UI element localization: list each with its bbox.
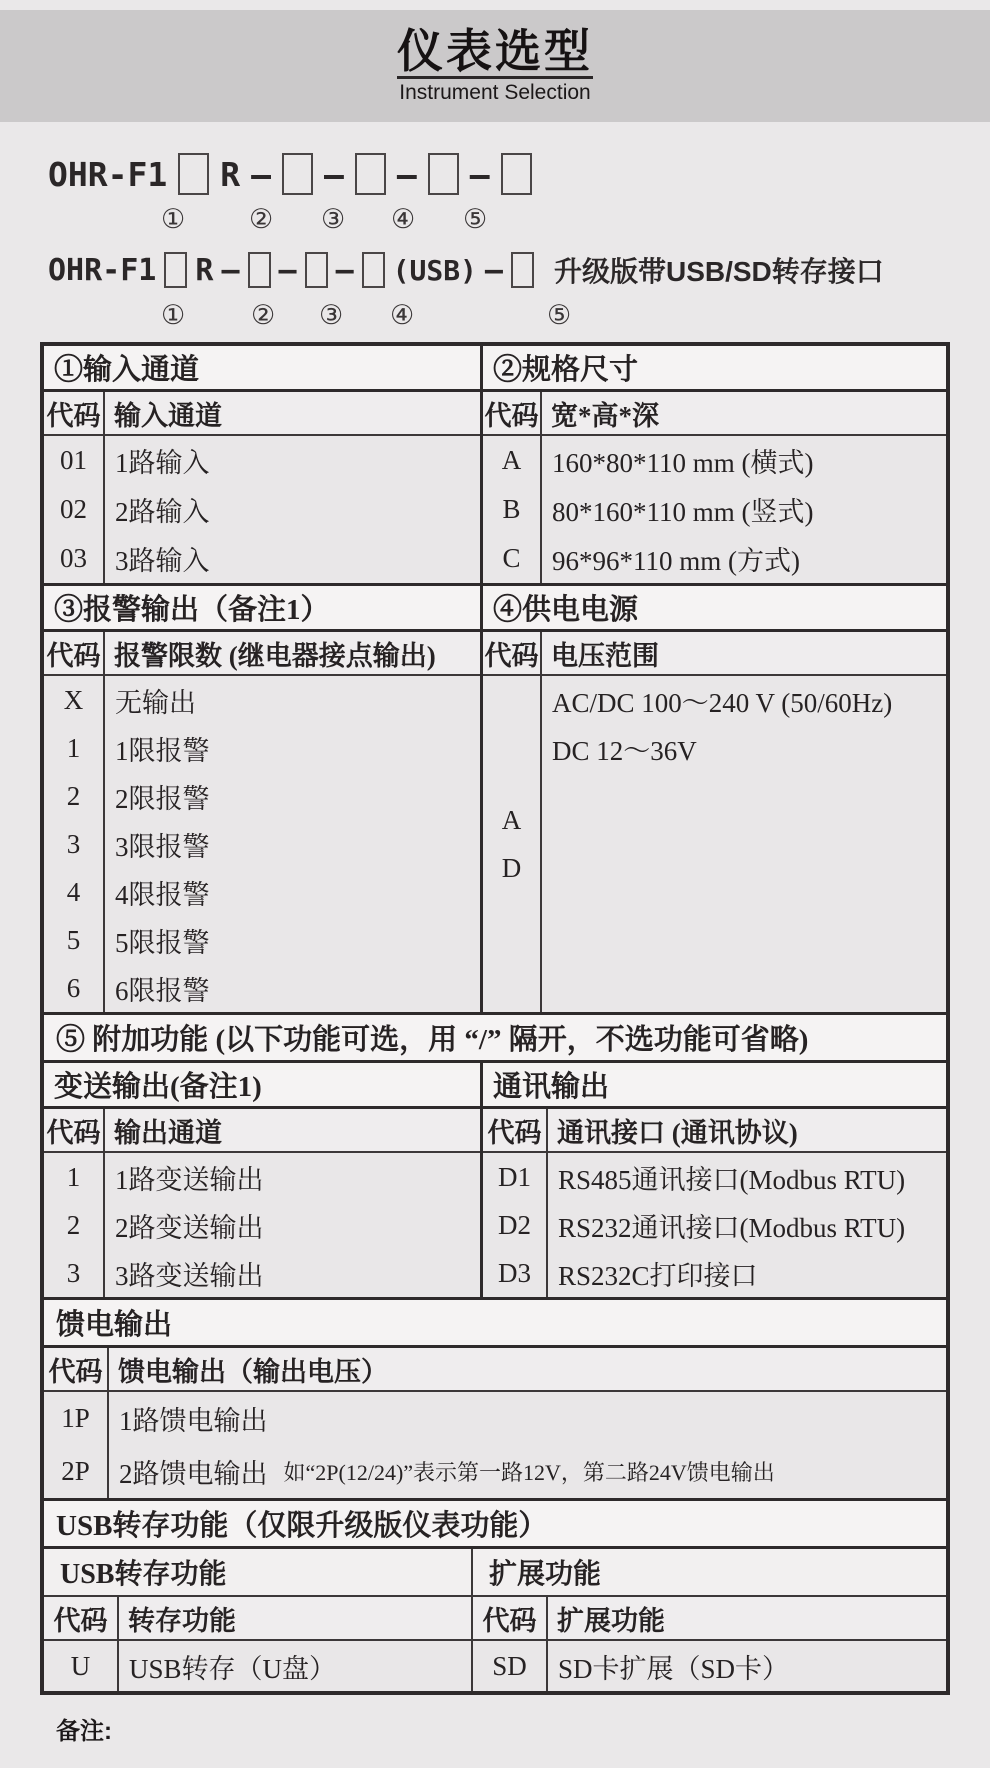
column-header-code: 代码 xyxy=(44,392,105,434)
desc-column xyxy=(105,676,480,1012)
marker-1: ① xyxy=(161,300,186,330)
desc-cell: 3限报警 xyxy=(115,831,210,862)
code-cell: 5 xyxy=(66,924,81,955)
code-cell: 2 xyxy=(66,1209,81,1240)
model-code-block xyxy=(48,148,990,340)
section-title-feed-output: 馈电输出 xyxy=(44,1300,946,1348)
marker-3: ③ xyxy=(321,204,346,234)
feed-desc: 1路馈电输出 xyxy=(119,1406,268,1436)
subsection-comm-output xyxy=(483,1063,946,1297)
column-headers xyxy=(473,1597,946,1641)
column-header-desc: 输入通道 xyxy=(114,400,222,431)
column-header-code: 代码 xyxy=(44,1348,109,1390)
desc-cell: AC/DC 100～240 V (50/60Hz) xyxy=(552,687,893,718)
column-headers xyxy=(44,1348,946,1392)
model-r-label: R xyxy=(195,252,214,288)
data-rows xyxy=(44,436,480,583)
section-title-dimensions: ②规格尺寸 xyxy=(483,346,946,392)
desc-column xyxy=(548,1641,946,1691)
section-alarm-and-power xyxy=(44,586,946,1015)
model-slot-5 xyxy=(501,153,532,195)
desc-column xyxy=(109,1392,946,1498)
desc-cell: 4限报警 xyxy=(115,879,210,910)
data-rows xyxy=(44,1641,471,1691)
code-cell: U xyxy=(70,1650,91,1681)
model-slot-1 xyxy=(178,153,209,195)
code-cell: 2 xyxy=(66,780,81,811)
data-rows xyxy=(44,676,480,1012)
desc-cell: 3路变送输出 xyxy=(115,1260,264,1291)
dash-separator: – xyxy=(335,252,354,288)
code-column xyxy=(44,1392,109,1498)
model-slot-5 xyxy=(511,252,534,288)
section-title-usb-transfer: USB转存功能（仅限升级版仪表功能） xyxy=(44,1501,946,1549)
desc-cell: DC 12～36V xyxy=(552,735,697,766)
section-input-and-size xyxy=(44,346,946,586)
model-slot-2 xyxy=(282,153,313,195)
code-cell: 01 xyxy=(60,445,87,475)
section-feed-output xyxy=(44,1348,946,1501)
desc-cell xyxy=(109,1445,946,1498)
desc-cell: 1路变送输出 xyxy=(115,1164,264,1195)
desc-column xyxy=(119,1641,471,1691)
code-column xyxy=(473,1641,548,1691)
marker-1: ① xyxy=(161,204,186,234)
remark-label: 备注: xyxy=(56,1718,112,1745)
subsection-expansion xyxy=(473,1549,946,1691)
code-column xyxy=(483,436,542,583)
desc-cell: RS232通讯接口(Modbus RTU) xyxy=(558,1212,906,1243)
code-cell: 3 xyxy=(66,828,81,859)
desc-cell: USB转存（U盘） xyxy=(129,1653,337,1684)
desc-cell: 6限报警 xyxy=(115,975,210,1006)
subsection-power-supply xyxy=(483,586,946,1012)
page-header xyxy=(0,10,990,122)
section-title-input-channel: ①输入通道 xyxy=(44,346,480,392)
subsection-title-expansion: 扩展功能 xyxy=(473,1549,946,1597)
model-prefix: OHR-F1 xyxy=(48,154,168,194)
desc-cell: 2路输入 xyxy=(115,497,210,527)
model-prefix: OHR-F1 xyxy=(48,252,157,288)
model-slot-4 xyxy=(428,153,459,195)
code-cell: 2P xyxy=(61,1456,90,1486)
marker-4: ④ xyxy=(390,300,415,330)
usb-suffix: (USB) xyxy=(392,253,477,287)
column-headers xyxy=(44,392,480,436)
feed-note: 如“2P(12/24)”表示第一路12V，第二路24V馈电输出 xyxy=(283,1460,775,1485)
desc-column xyxy=(105,436,480,583)
section-title-transmit-output: 变送输出(备注1) xyxy=(44,1063,480,1109)
code-cell: 1 xyxy=(66,732,81,763)
code-cell: D3 xyxy=(498,1257,531,1288)
column-header-desc: 扩展功能 xyxy=(557,1605,665,1636)
desc-cell: 160*80*110 mm (横式) xyxy=(552,448,814,478)
dash-separator: – xyxy=(251,154,271,194)
data-rows xyxy=(483,1153,946,1297)
model-slot-4 xyxy=(362,252,385,288)
column-header-desc: 转存功能 xyxy=(128,1605,236,1636)
model-slot-1 xyxy=(164,252,187,288)
desc-cell xyxy=(109,1392,946,1445)
subsection-alarm-output xyxy=(44,586,483,1012)
code-cell: D1 xyxy=(498,1161,531,1192)
data-rows xyxy=(44,1153,480,1297)
desc-cell: 1限报警 xyxy=(115,735,210,766)
desc-cell: SD卡扩展（SD卡） xyxy=(558,1653,790,1684)
column-header-code: 代码 xyxy=(473,1597,548,1639)
code-cell: 4 xyxy=(66,876,81,907)
data-rows xyxy=(483,676,946,1012)
desc-cell: 无输出 xyxy=(115,687,196,718)
code-cell: 6 xyxy=(66,972,81,1003)
column-headers xyxy=(483,632,946,676)
marker-5: ⑤ xyxy=(463,204,488,234)
data-rows xyxy=(44,1392,946,1498)
desc-cell: 96*96*110 mm (方式) xyxy=(552,546,800,576)
column-header-code: 代码 xyxy=(44,1109,105,1151)
marker-4: ④ xyxy=(391,204,416,234)
code-cell: A xyxy=(501,445,522,475)
desc-cell: 5限报警 xyxy=(115,927,210,958)
position-markers-row-1 xyxy=(48,200,990,244)
section-title-power-supply: ④供电电源 xyxy=(483,586,946,632)
marker-2: ② xyxy=(251,300,276,330)
code-column xyxy=(44,1153,105,1297)
page-subtitle: Instrument Selection xyxy=(399,81,591,105)
desc-column xyxy=(548,1153,946,1297)
model-slot-3 xyxy=(305,252,328,288)
code-cell: X xyxy=(63,684,84,715)
code-cell: D xyxy=(501,852,522,883)
code-cell: 1 xyxy=(66,1161,81,1192)
desc-cell: 2路变送输出 xyxy=(115,1212,264,1243)
subsection-input-channel xyxy=(44,346,483,583)
section-title-comm-output: 通讯输出 xyxy=(483,1063,946,1109)
code-column xyxy=(483,1153,548,1297)
column-headers xyxy=(44,632,480,676)
model-line-usb-version xyxy=(48,244,990,296)
column-headers xyxy=(483,392,946,436)
column-header-code: 代码 xyxy=(483,392,542,434)
subsection-usb-transfer xyxy=(44,1549,473,1691)
data-rows xyxy=(473,1641,946,1691)
code-column xyxy=(44,1641,119,1691)
position-markers-row-2 xyxy=(48,296,990,340)
desc-column xyxy=(542,436,946,583)
column-header-code: 代码 xyxy=(483,1109,548,1151)
desc-cell: 2限报警 xyxy=(115,783,210,814)
code-cell: D2 xyxy=(498,1209,531,1240)
page-title: 仪表选型 xyxy=(397,27,593,79)
marker-2: ② xyxy=(249,204,274,234)
dash-separator: – xyxy=(396,154,417,194)
column-headers xyxy=(44,1597,471,1641)
dash-separator: – xyxy=(323,154,344,194)
code-column xyxy=(44,436,105,583)
code-cell: 1P xyxy=(61,1403,90,1433)
code-cell: 02 xyxy=(60,494,87,524)
dash-separator: – xyxy=(278,252,297,288)
desc-cell: RS485通讯接口(Modbus RTU) xyxy=(558,1164,906,1195)
column-headers xyxy=(483,1109,946,1153)
code-column xyxy=(44,676,105,1012)
column-header-desc: 输出通道 xyxy=(114,1117,222,1148)
desc-cell: 80*160*110 mm (竖式) xyxy=(552,497,814,527)
dash-separator: – xyxy=(469,154,490,194)
selection-table xyxy=(40,342,950,1695)
column-header-code: 代码 xyxy=(44,1597,119,1639)
code-column xyxy=(483,676,542,1012)
usb-version-description: 升级版带USB/SD转存接口 xyxy=(553,256,884,287)
column-headers xyxy=(44,1109,480,1153)
model-line-standard xyxy=(48,148,990,200)
column-header-desc: 报警限数 (继电器接点输出) xyxy=(114,640,436,671)
model-r-label: R xyxy=(220,154,241,194)
code-cell: C xyxy=(502,543,521,573)
code-cell: SD xyxy=(492,1650,527,1681)
section-title-additional-functions: ⑤ 附加功能 (以下功能可选，用 “/” 隔开，不选功能可省略) xyxy=(44,1015,946,1063)
model-slot-3 xyxy=(355,153,386,195)
subsection-dimensions xyxy=(483,346,946,583)
desc-column xyxy=(105,1153,480,1297)
feed-desc: 2路馈电输出 xyxy=(119,1459,268,1489)
dash-separator: – xyxy=(484,252,503,288)
desc-cell: 1路输入 xyxy=(115,448,210,478)
marker-3: ③ xyxy=(319,300,344,330)
code-cell: B xyxy=(502,494,521,524)
column-header-desc: 宽*高*深 xyxy=(551,400,659,431)
column-header-code: 代码 xyxy=(483,632,542,674)
data-rows xyxy=(483,436,946,583)
section-usb-and-expansion xyxy=(44,1549,946,1691)
code-cell: A xyxy=(501,804,522,835)
marker-5: ⑤ xyxy=(547,300,572,330)
desc-column xyxy=(542,676,946,1012)
desc-cell: 3路输入 xyxy=(115,546,210,576)
column-header-code: 代码 xyxy=(44,632,105,674)
desc-cell: RS232C打印接口 xyxy=(558,1260,758,1291)
subsection-title-usb-transfer: USB转存功能 xyxy=(44,1549,471,1597)
code-cell: 3 xyxy=(66,1257,81,1288)
subsection-transmit-output xyxy=(44,1063,483,1297)
code-cell: 03 xyxy=(60,543,87,573)
column-header-desc: 馈电输出（输出电压） xyxy=(118,1356,388,1387)
column-header-desc: 通讯接口 (通讯协议) xyxy=(557,1117,798,1148)
section-title-alarm-output: ③报警输出（备注1） xyxy=(44,586,480,632)
column-header-desc: 电压范围 xyxy=(551,640,659,671)
section-transmit-and-comm xyxy=(44,1063,946,1300)
dash-separator: – xyxy=(221,252,240,288)
model-slot-2 xyxy=(248,252,271,288)
